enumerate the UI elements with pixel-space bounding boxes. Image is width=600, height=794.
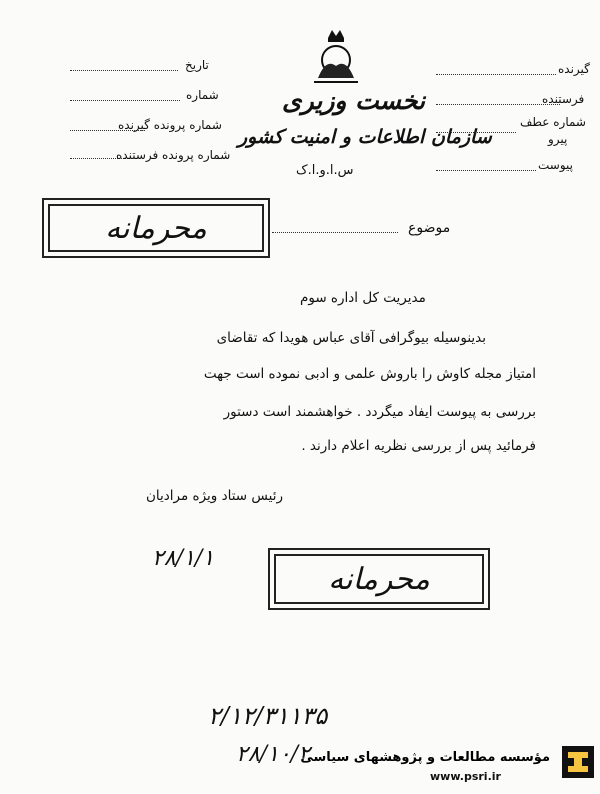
subject-label: موضوع: [408, 220, 451, 236]
attachment-field-line: [436, 170, 536, 171]
body-line-3: بررسی به پیوست ایفاد میگردد . خواهشمند است دستور: [223, 404, 536, 420]
signature: رئیس ستاد ویژه مرادیان: [146, 488, 283, 504]
confidential-stamp-bottom: محرمانه: [274, 554, 484, 604]
date-field-line: [70, 70, 178, 71]
handwritten-reference: ۲۸/۱/۱: [152, 546, 215, 571]
sender-label: فرستنده: [542, 92, 585, 106]
confidential-stamp-top: محرمانه: [48, 204, 264, 252]
institute-name: مؤسسه مطالعات و پژوهشهای سیاسی: [300, 750, 550, 765]
lion-and-sun-emblem: [306, 28, 366, 86]
reference-field-line: [436, 132, 516, 133]
handwritten-date: ۲۸/۱۰/۲: [236, 742, 310, 767]
body-line-2: امتیاز مجله کاوش را باروش علمی و ادبی نموده است جهت: [203, 366, 536, 382]
reference-label: شماره عطف: [520, 115, 586, 129]
institute-logo-icon: [562, 746, 594, 778]
date-label: تاریخ: [185, 58, 209, 72]
body-line-4: فرمائید پس از بررسی نظریه اعلام دارند .: [301, 438, 536, 454]
header-subtitle: سازمان اطلاعات و امنیت کشور: [238, 126, 492, 148]
handwritten-number: ۲/۱۲/۳۱۱۳۵: [208, 702, 328, 730]
receiver-field-line: [436, 74, 556, 75]
addressee: مدیریت کل اداره سوم: [300, 290, 426, 306]
attachment-label: پیوست: [538, 158, 573, 172]
receiver-label: گیرنده: [558, 62, 590, 76]
number-label: شماره: [186, 88, 219, 102]
number-field-line: [70, 100, 180, 101]
header-title: نخست وزیری: [282, 86, 426, 115]
org-code: س.ا.و.ا.ک: [296, 163, 354, 178]
recipient-file-label: شماره پرونده گیرنده: [118, 118, 222, 132]
body-line-1: بدینوسیله بیوگرافی آقای عباس هویدا که تقاضای: [216, 330, 486, 346]
institute-url: www.psri.ir: [430, 770, 501, 783]
sender-file-label: شماره پرونده فرستنده: [116, 148, 231, 162]
followup-label: پیرو: [548, 132, 568, 146]
subject-field-line: [272, 232, 398, 233]
